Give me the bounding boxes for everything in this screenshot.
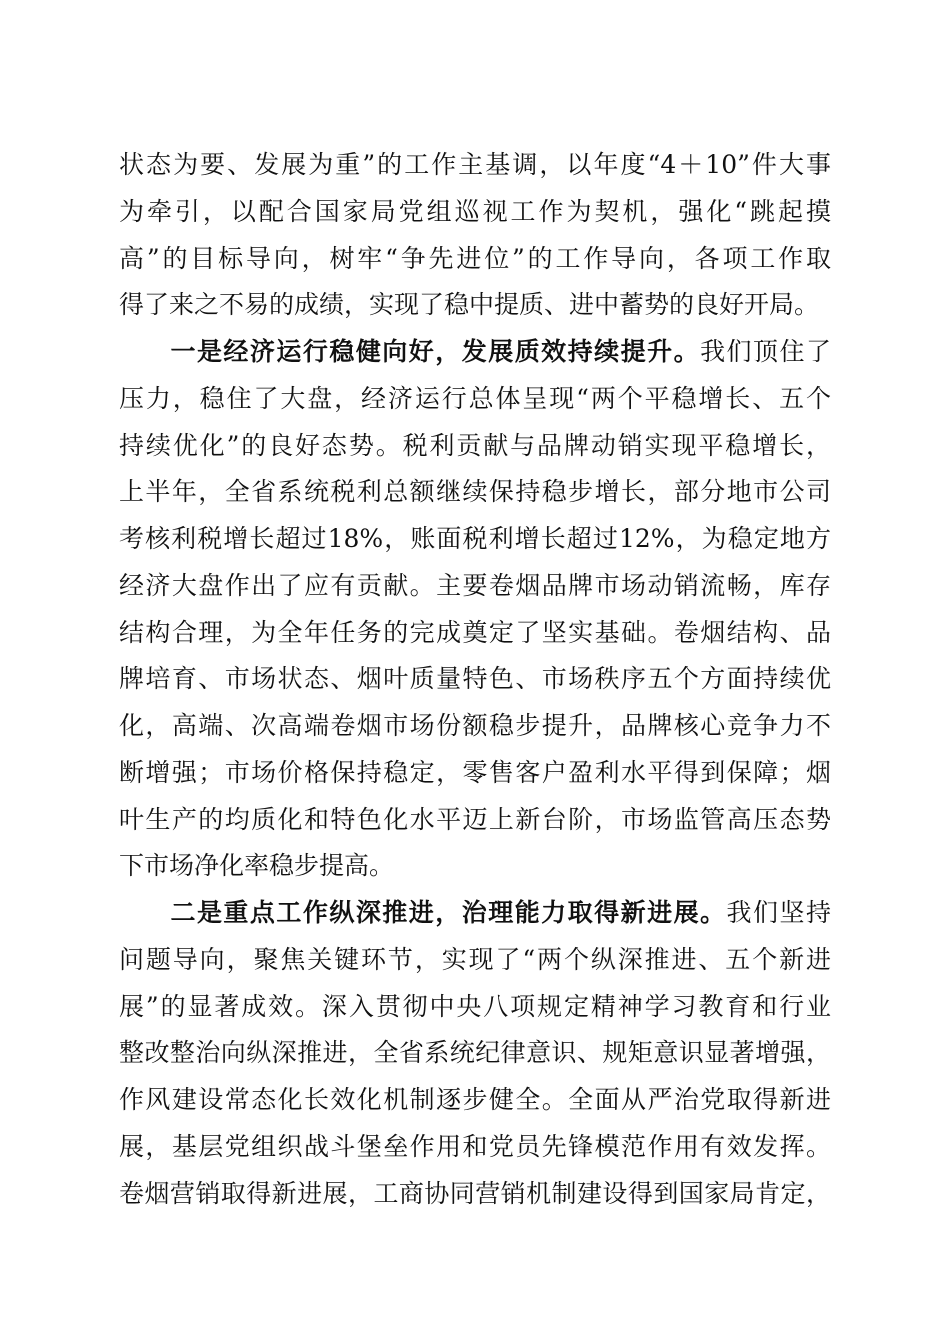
line-text: 高”的目标导向，树牢“争先进位”的工作导向，各项工作取 (119, 243, 831, 273)
line-text: 整改整治向纵深推进，全省系统纪律意识、规矩意识显著增强， (119, 1038, 831, 1068)
text-line (119, 236, 831, 283)
text-line (119, 329, 831, 376)
line-text: 我们坚持 (726, 898, 831, 927)
text-line (119, 750, 831, 797)
text-line (119, 610, 831, 657)
text-line (119, 469, 831, 516)
line-text: 问题导向，聚焦关键环节，实现了“两个纵深推进、五个新进 (119, 944, 831, 974)
line-text: 下市场净化率稳步提高。 (119, 851, 395, 881)
line-text: 我们顶住了 (700, 337, 831, 366)
line-text: 得了来之不易的成绩，实现了稳中提质、进中蓄势的良好开局。 (119, 290, 820, 320)
text-line (119, 1124, 831, 1171)
text-line (119, 890, 831, 937)
line-text: 状态为要、发展为重”的工作主基调，以年度“4＋10”件大事 (119, 150, 831, 179)
text-line (119, 563, 831, 610)
paragraph-1 (119, 142, 831, 329)
line-text: 展”的显著成效。深入贯彻中央八项规定精神学习教育和行业 (119, 991, 831, 1021)
text-line (119, 1030, 831, 1077)
text-line (119, 189, 831, 236)
line-text: 叶生产的均质化和特色化水平迈上新台阶，市场监管高压态势 (119, 804, 831, 834)
line-text: 化，高端、次高端卷烟市场份额稳步提升，品牌核心竞争力不 (119, 711, 831, 740)
text-line (119, 843, 831, 890)
text-line (119, 376, 831, 423)
text-line (119, 423, 831, 470)
paragraph-heading: 二是重点工作纵深推进，治理能力取得新进展。 (169, 898, 727, 927)
paragraph-heading: 一是经济运行稳健向好，发展质效持续提升。 (169, 337, 701, 366)
line-text: 持续优化”的良好态势。税利贡献与品牌动销实现平稳增长， (119, 430, 831, 460)
document-body (119, 142, 831, 1217)
paragraph-2 (119, 329, 831, 890)
line-text: 作风建设常态化长效化机制逐步健全。全面从严治党取得新进 (119, 1085, 831, 1114)
line-text: 牌培育、市场状态、烟叶质量特色、市场秩序五个方面持续优 (119, 664, 831, 694)
line-text: 上半年，全省系统税利总额继续保持稳步增长，部分地市公司 (119, 477, 831, 507)
line-text: 经济大盘作出了应有贡献。主要卷烟品牌市场动销流畅，库存 (119, 570, 831, 600)
text-line (119, 1171, 831, 1218)
line-text: 展，基层党组织战斗堡垒作用和党员先锋模范作用有效发挥。 (119, 1131, 831, 1161)
text-line (119, 142, 831, 189)
line-text: 考核利税增长超过18%，账面税利增长超过12%，为稳定地方 (119, 524, 831, 553)
line-text: 结构合理，为全年任务的完成奠定了坚实基础。卷烟结构、品 (119, 617, 831, 647)
paragraph-3 (119, 890, 831, 1217)
line-text: 断增强；市场价格保持稳定，零售客户盈利水平得到保障；烟 (119, 757, 831, 787)
text-line (119, 282, 831, 329)
line-text: 压力，稳住了大盘，经济运行总体呈现“两个平稳增长、五个 (119, 383, 831, 413)
text-line (119, 1077, 831, 1124)
text-line (119, 656, 831, 703)
text-line (119, 937, 831, 984)
text-line (119, 984, 831, 1031)
text-line (119, 703, 831, 750)
line-text: 卷烟营销取得新进展，工商协同营销机制建设得到国家局肯定， (119, 1178, 831, 1208)
text-line (119, 797, 831, 844)
text-line (119, 516, 831, 563)
line-text: 为牵引，以配合国家局党组巡视工作为契机，强化“跳起摸 (119, 196, 831, 226)
